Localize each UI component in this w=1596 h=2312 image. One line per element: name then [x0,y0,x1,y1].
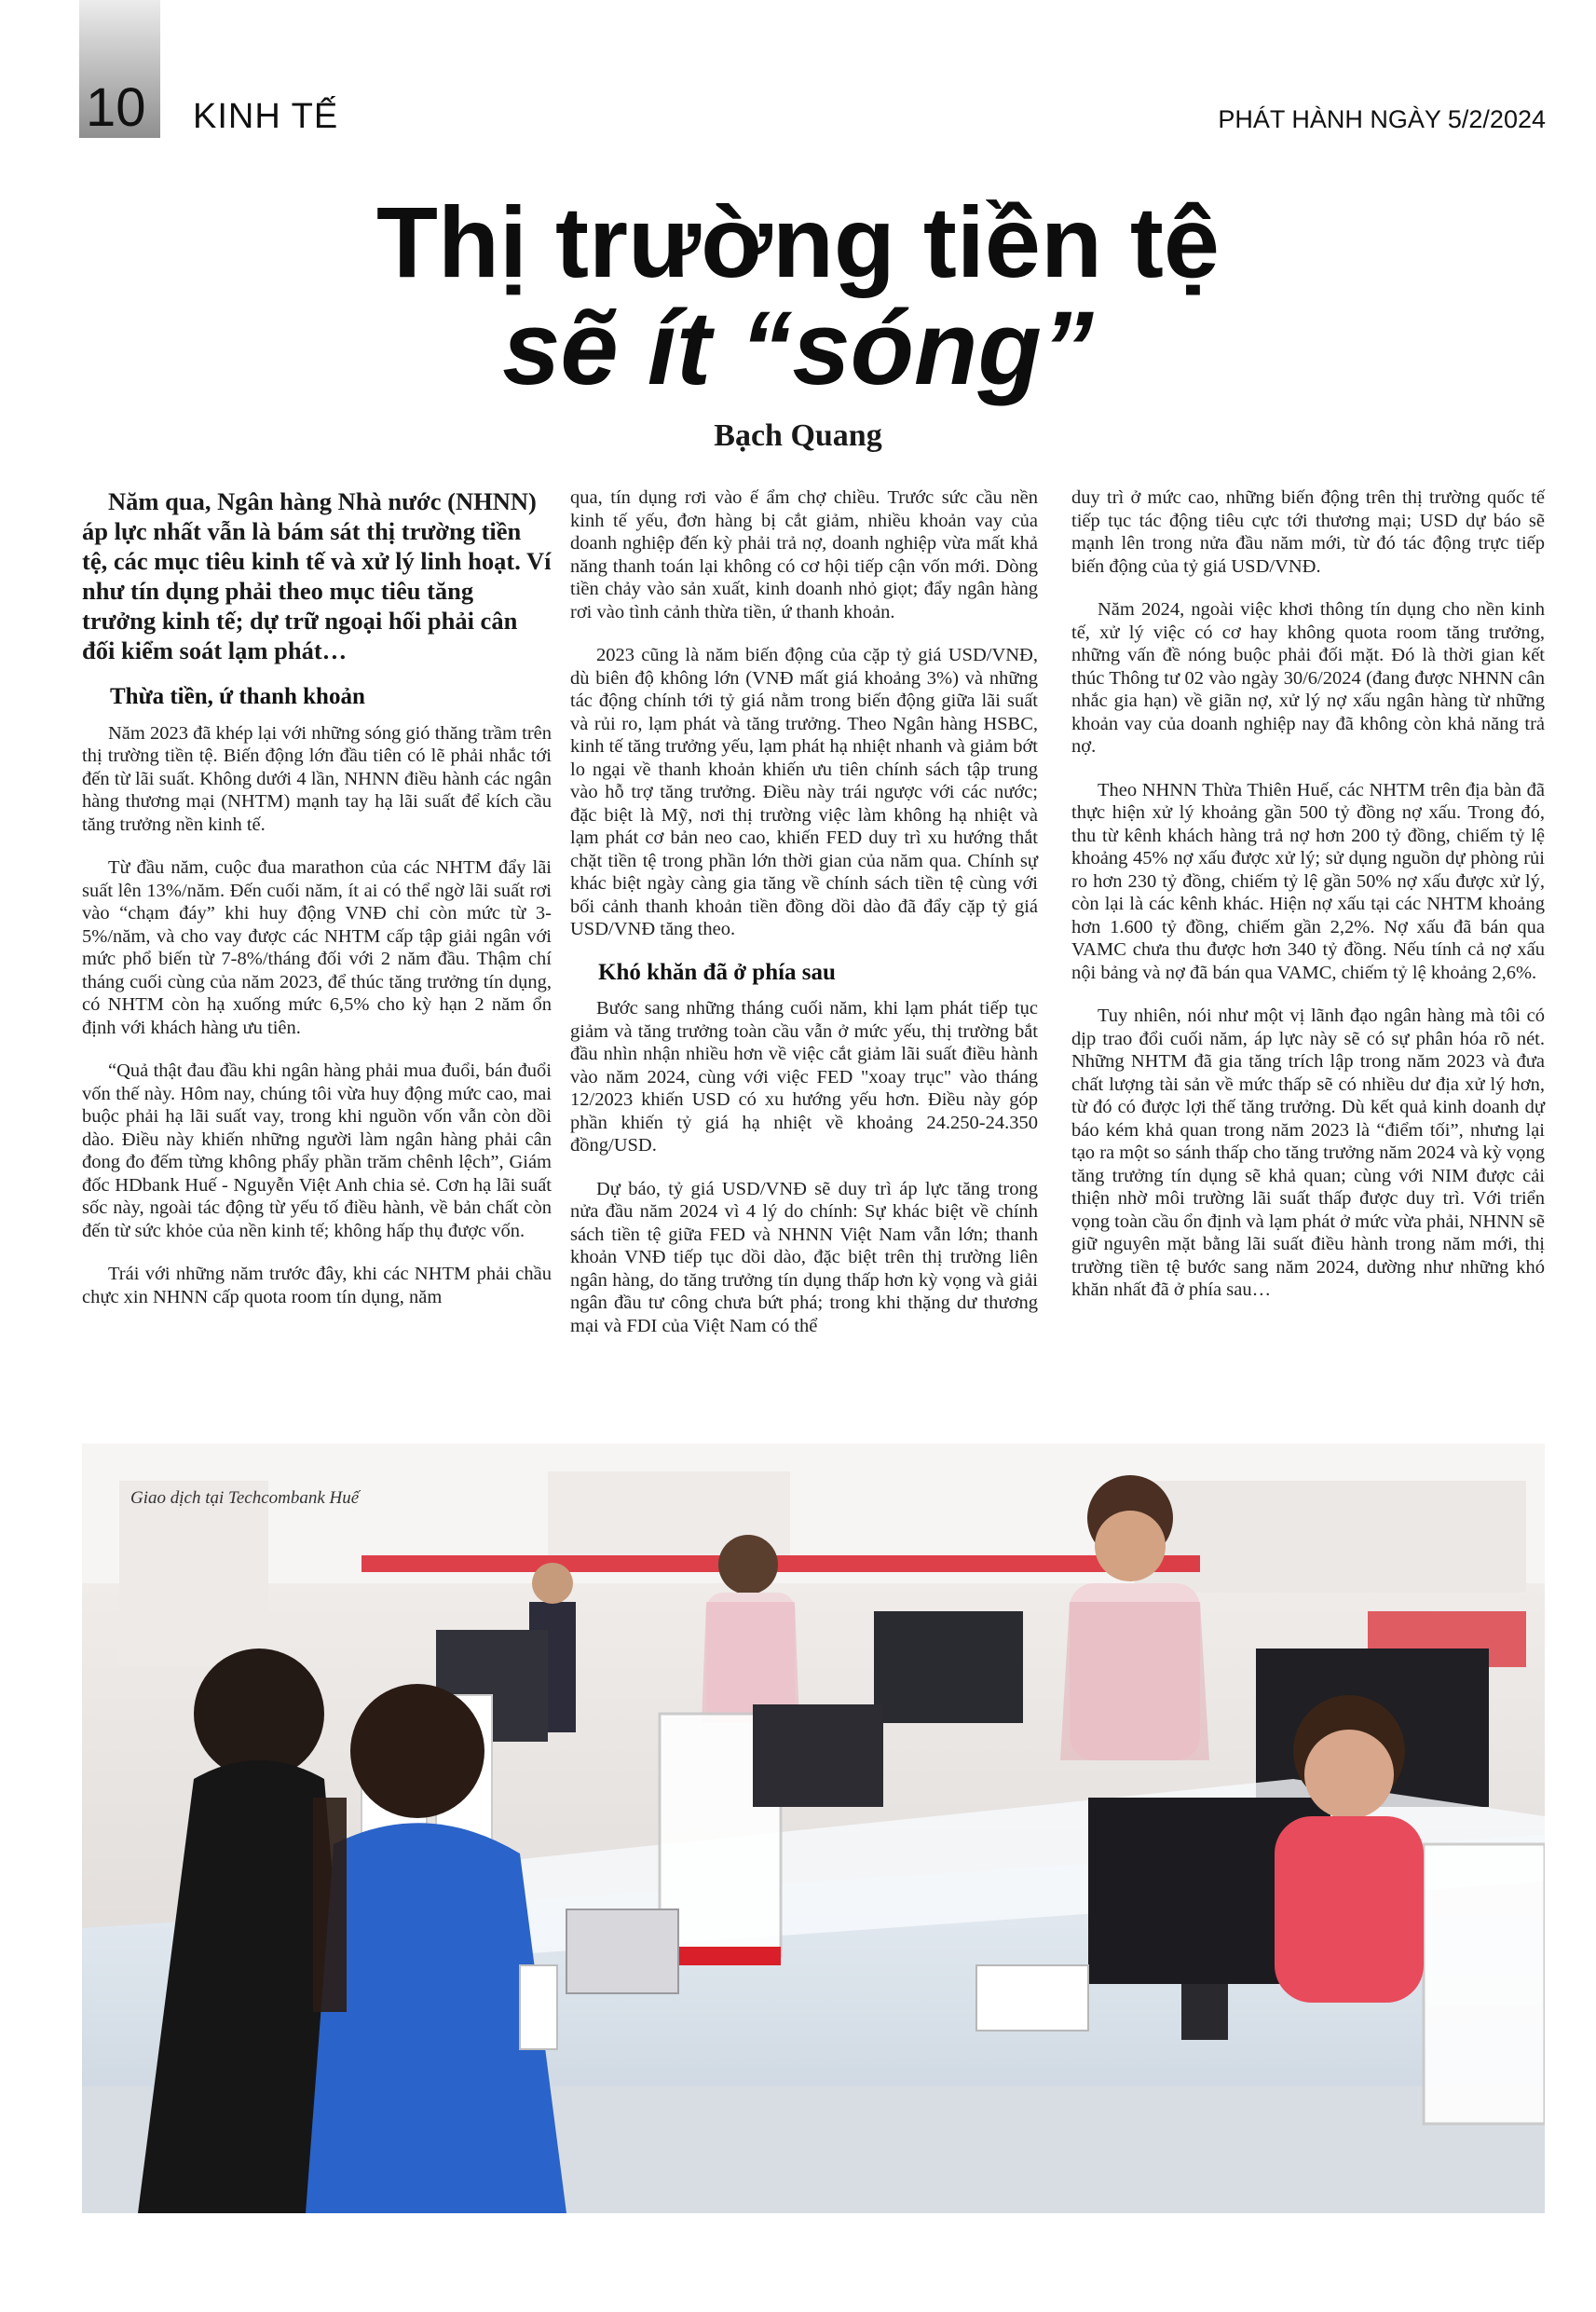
article-column-3 [1071,486,1545,1322]
headline-line-2: sẽ ít “sóng” [502,290,1094,406]
article-column-1 [82,486,552,1329]
paragraph: Dự báo, tỷ giá USD/VNĐ sẽ duy trì áp lực tăng trong nửa đầu năm 2024 vì 4 lý do chính: Sự khác biệt về chính sách tiền tệ giữa FED và NHNN Việt Nam vẫn lớn; thanh khoản VNĐ tiếp tục dồi dào, đặc biệt trên thị trường liên ngân hàng, do tăng trưởng tín dụng thấp hơn kỳ vọng và giải ngân đầu tư công chưa bứt phá; trong khi thặng dư thương mại và FDI của Việt Nam có thể [570,1178,1038,1336]
subheading-2: Khó khăn đã ở phía sau [598,959,836,985]
paragraph: Trái với những năm trước đây, khi các NHTM phải chầu chực xin NHNN cấp quota room tín dụng, năm [82,1264,552,1307]
paragraph: Tuy nhiên, nói như một vị lãnh đạo ngân hàng mà tôi có dịp trao đổi cuối năm, áp lực này sẽ có sự phân hóa rõ nét. Những NHTM đã gia tăng trích lập trong năm 2023 và đưa chất lượng tài sản về mức thấp sẽ có nhiều dư địa xử lý hơn, từ đó có được lợi thế tăng trưởng. Dù kết quả kinh doanh dự báo kém khả quan trong năm 2023 là “điểm tối”, nhưng lại tạo ra một so sánh thấp cho tăng trưởng năm 2024 và kỳ vọng tăng trưởng tín dụng sẽ khả quan; cùng với NIM được cải thiện nhờ môi trường lãi suất thấp được duy trì. Với triển vọng toàn cầu ổn định và lạm phát ở mức vừa phải, NHNN sẽ giữ nguyên mặt bằng lãi suất điều hành trong năm mới, thị trường tiền tệ bước sang năm 2024, dường như những khó khăn nhất đã ở phía sau… [1071,1006,1545,1300]
paragraph: qua, tín dụng rơi vào ế ẩm chợ chiều. Trước sức cầu nền kinh tế yếu, đơn hàng bị cắt giảm, nhiều khoản vay của doanh nghiệp đến kỳ phải trả nợ, doanh nghiệp vừa mất khả năng thanh toán lại không có cơ hội tiếp cận vốn mới. Dòng tiền chảy vào sản xuất, kinh doanh nhỏ giọt; đẩy ngân hàng rơi vào tình cảnh thừa tiền, ứ thanh khoản. [570,487,1038,622]
headline-line-1: Thị trường tiền tệ [376,185,1220,298]
paragraph: duy trì ở mức cao, những biến động trên thị trường quốc tế tiếp tục tác động tiêu cực tới thương mại; USD dự báo sẽ mạnh lên trong nửa đầu năm mới, từ đó tác động trực tiếp biến động của tỷ giá USD/VNĐ. [1071,487,1545,577]
bank-photo-illustration [82,1443,1545,2213]
paragraph: Theo NHNN Thừa Thiên Huế, các NHTM trên địa bàn đã thực hiện xử lý khoảng gần 500 tỷ đồng nợ xấu. Trong đó, thu từ kênh khách hàng trả nợ hơn 200 tỷ đồng, chiếm tỷ lệ khoảng 45% nợ xấu được xử lý; sử dụng nguồn dự phòng rủi ro hơn 230 tỷ đồng, chiếm tỷ lệ gần 50% nợ xấu được xử lý, còn lại là các kênh khác. Hiện nợ xấu tại các NHTM khoảng hơn 1.600 tỷ đồng, chiếm gần 2,2%. Nợ xấu đã bán qua VAMC chưa thu được hơn 340 tỷ đồng. Nếu tính cả nợ xấu nội bảng và nợ đã bán qua VAMC, chiếm tỷ lệ khoảng 2,6%. [1071,779,1545,983]
paragraph: Từ đầu năm, cuộc đua marathon của các NHTM đẩy lãi suất lên 13%/năm. Đến cuối năm, ít ai có thể ngờ lãi suất rơi vào “chạm đáy” khi huy động VNĐ chỉ còn mức từ 3-5%/năm, và cho vay được các NHTM cấp tập giải ngân với mức phổ biến từ 7-8%/tháng đối với 2 năm đầu. Thậm chí tháng cuối cùng của năm 2023, để thúc tăng trưởng tín dụng, có NHTM còn hạ xuống mức 6,5% cho kỳ hạn 2 năm ổn định với khách hàng ưu tiên. [82,857,552,1038]
paragraph: Năm 2023 đã khép lại với những sóng gió thăng trầm trên thị trường tiền tệ. Biến động lớn đầu tiên có lẽ phải nhắc tới đến từ lãi suất. Không dưới 4 lần, NHNN điều hành các ngân hàng thương mại (NHTM) mạnh tay hạ lãi suất để kích cầu tăng trưởng nền kinh tế. [82,722,552,835]
section-label: KINH TẾ [193,97,339,136]
photo-caption: Giao dịch tại Techcombank Huế [130,1488,360,1508]
article-column-2 [570,486,1038,1358]
article-lead: Năm qua, Ngân hàng Nhà nước (NHNN) áp lực nhất vẫn là bám sát thị trường tiền tệ, các mục tiêu kinh tế và xử lý linh hoạt. Ví như tín dụng phải theo mục tiêu tăng trưởng kinh tế; dự trữ ngoại hối phải cân đối kiểm soát lạm phát… [82,487,552,664]
paragraph: “Quả thật đau đầu khi ngân hàng phải mua đuổi, bán đuổi vốn thế này. Hôm nay, chúng tôi vừa huy động mức cao, mai buộc phải hạ lãi suất vay, trong khi nguồn vốn vẫn còn dồi dào. Điều này khiến những người làm ngân hàng phải cân đong đo đếm từng không phẩy phần trăm chênh lệch”, Giám đốc HDbank Huế - Nguyễn Việt Anh chia sẻ. Cơn hạ lãi suất sốc này, ngoài tác động từ yếu tố điều hành, về bản chất còn đến từ sức khỏe của nền kinh tế; không hấp thụ được vốn. [82,1060,552,1241]
issue-date: PHÁT HÀNH NGÀY 5/2/2024 [1218,105,1546,133]
page-number: 10 [86,77,146,138]
bank-photo [82,1443,1545,2213]
paragraph: Bước sang những tháng cuối năm, khi lạm phát tiếp tục giảm và tăng trưởng toàn cầu vẫn ở mức yếu, thị trường bắt đầu nhìn nhận nhiều hơn về việc cắt giảm lãi suất điều hành vào năm 2024, cùng với việc FED "xoay trục" vào tháng 12/2023 khiến USD có xu hướng yếu hơn. Điều này góp phần khiến tỷ giá hạ nhiệt về khoảng 24.250-24.350 đồng/USD. [570,998,1038,1156]
subheading-1: Thừa tiền, ứ thanh khoản [110,684,365,709]
author-byline: Bạch Quang [714,418,882,453]
paragraph: Năm 2024, ngoài việc khơi thông tín dụng cho nền kinh tế, xử lý việc có cơ hay không quota room tăng trưởng, những vấn đề nóng buộc phải đối mặt. Đó là thời gian kết thúc Thông tư 02 vào ngày 30/6/2024 (đang được NHNN cân nhắc gia hạn) về giãn nợ, xử lý nợ xấu ngân hàng từ những khoản vay của doanh nghiệp nay đã không còn khả năng trả nợ. [1071,599,1545,757]
paragraph: 2023 cũng là năm biến động của cặp tỷ giá USD/VNĐ, dù biên độ không lớn (VNĐ mất giá khoảng 3%) và những tác động chính tới tỷ giá nằm trong biến động giữa lãi suất và rủi ro, lạm phát và tăng trưởng. Theo Ngân hàng HSBC, kinh tế tăng trưởng yếu, lạm phát hạ nhiệt nhanh và giảm bớt lo ngại về thanh khoản khiến ưu tiên chính sách tập trung vào hỗ trợ tăng trưởng. Điều này trái ngược với các nước; đặc biệt là Mỹ, nơi thị trường việc làm không hạ nhiệt và lạm phát cơ bản neo cao, khiến FED duy trì xu hướng thắt chặt tiền tệ trong phần lớn thời gian của năm qua. Chính sự khác biệt ngày càng gia tăng về chính sách tiền tệ cùng với bối cảnh thanh khoản tiền đồng dồi dào đã đẩy cặp tỷ giá USD/VNĐ tăng theo. [570,645,1038,939]
